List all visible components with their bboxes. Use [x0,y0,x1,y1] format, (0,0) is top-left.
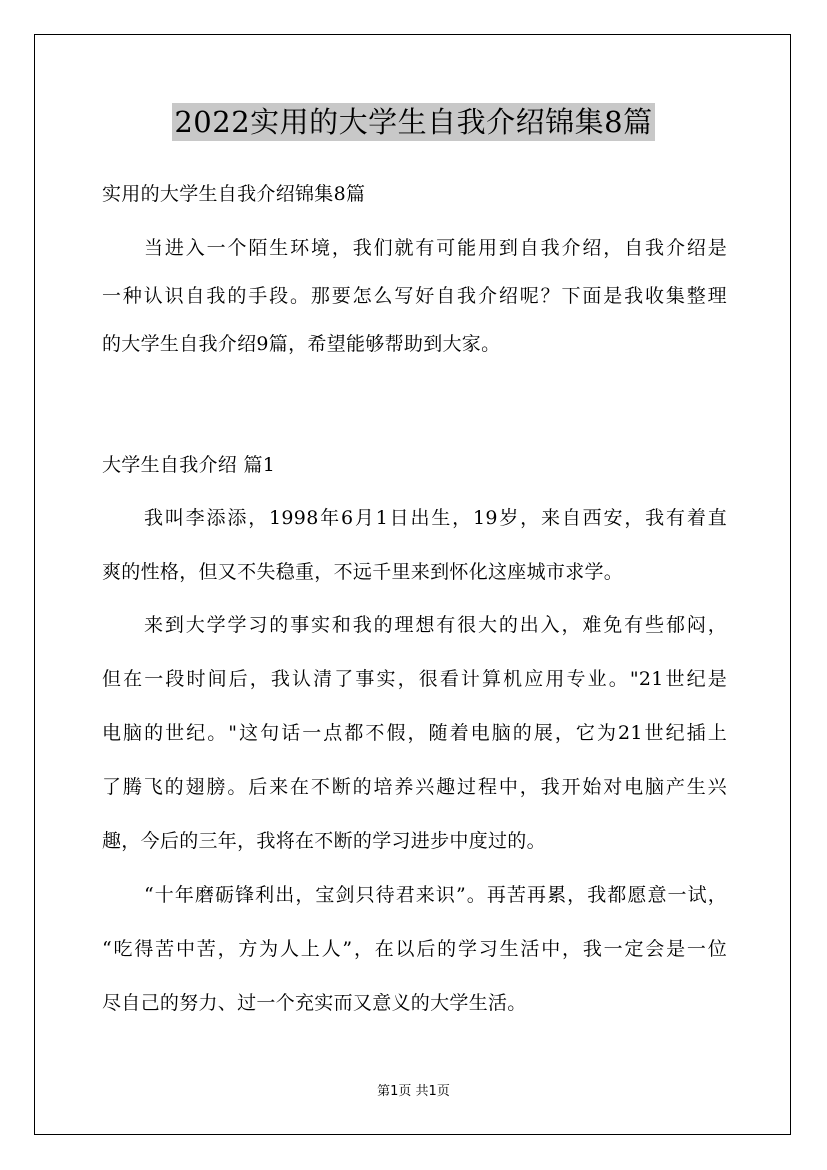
intro-line: 当进入一个陌生环境，我们就有可能用到自我介绍，自我介绍是 [144,237,727,259]
subtitle-line: 实用的大学生自我介绍锦集8篇 [102,183,366,205]
document-subtitle [102,175,727,213]
paragraph-line: 来到大学学习的事实和我的理想有很大的出入，难免有些郁闷， [144,614,727,636]
section-heading [102,446,727,484]
paragraph-line: 电脑的世纪。"这句话一点都不假，随着电脑的展，它为21世纪插上 [102,722,727,744]
paragraph-line: 趣，今后的三年，我将在不断的学习进步中度过的。 [102,830,546,852]
section-heading-text: 大学生自我介绍 篇1 [102,454,276,476]
intro-line: 的大学生自我介绍9篇，希望能够帮助到大家。 [102,333,501,355]
paragraph-line: “十年磨砺锋利出，宝剑只待君来识”。再苦再累，我都愿意一试， [144,884,727,906]
paragraph-3 [102,876,727,1022]
paragraph-line: 尽自己的努力、过一个充实而又意义的大学生活。 [102,992,527,1014]
intro-paragraph [102,229,727,363]
document-title: 2022实用的大学生自我介绍锦集8篇 [174,105,653,139]
title-container [0,103,827,141]
page-footer [0,1083,827,1101]
paragraph-line: 但在一段时间后，我认清了事实，很看计算机应用专业。"21世纪是 [102,668,727,690]
paragraph-line: “吃得苦中苦，方为人上人”，在以后的学习生活中，我一定会是一位 [102,938,727,960]
paragraph-2 [102,606,727,860]
paragraph-line: 爽的性格，但又不失稳重，不远千里来到怀化这座城市求学。 [102,561,624,583]
page-number-label: 第1页 共1页 [377,1084,450,1099]
paragraph-1 [102,499,727,591]
intro-line: 一种认识自我的手段。那要怎么写好自我介绍呢？下面是我收集整理 [102,285,727,307]
paragraph-line: 了腾飞的翅膀。后来在不断的培养兴趣过程中，我开始对电脑产生兴 [102,776,727,798]
paragraph-line: 我叫李添添，1998年6月1日出生，19岁，来自西安，我有着直 [144,507,727,529]
